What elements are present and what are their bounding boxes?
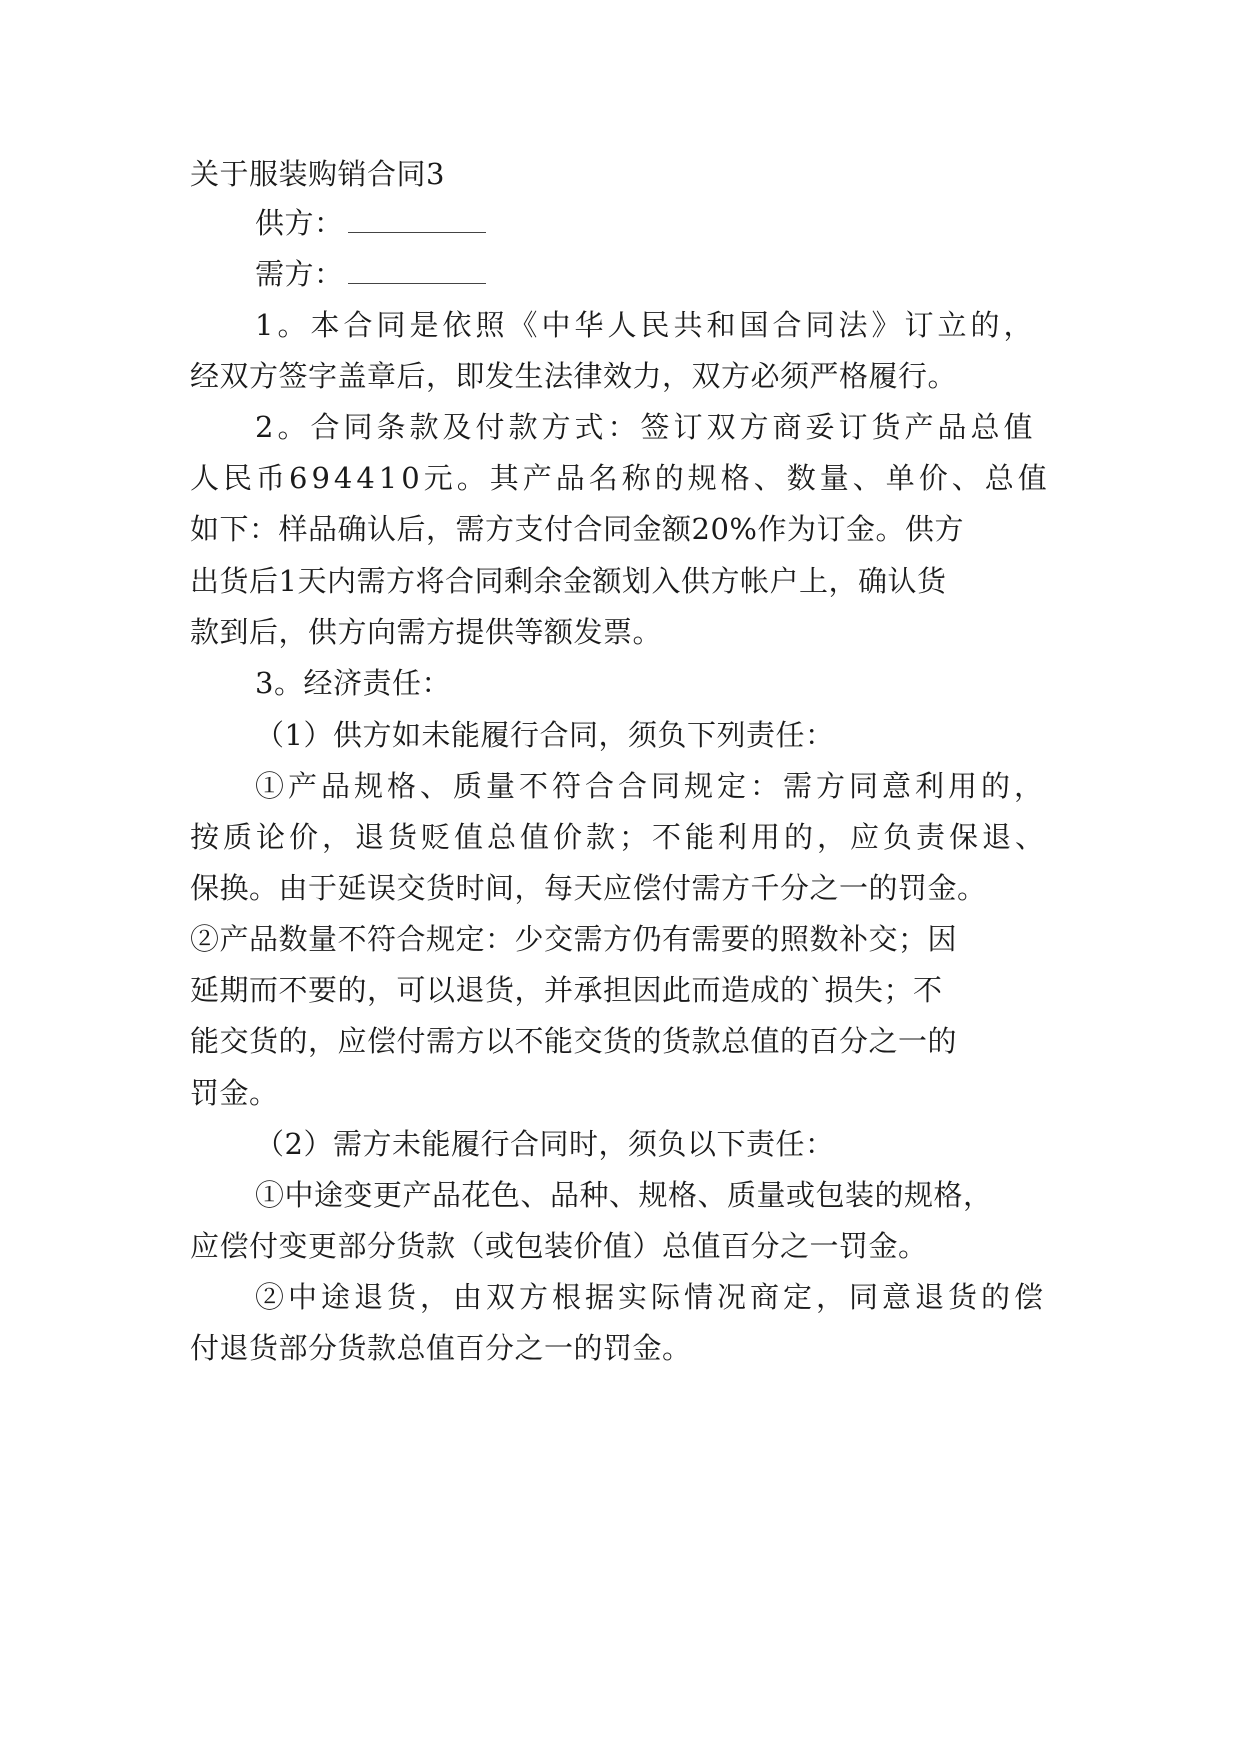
paragraph-line: 3。经济责任： (255, 666, 451, 700)
paragraph-line: 付退货部分货款总值百分之一的罚金。 (190, 1331, 692, 1365)
paragraph-line: 保换。由于延误交货时间，每天应偿付需方千分之一的罚金。 (190, 871, 987, 905)
paragraph-line: 2。合同条款及付款方式：签订双方商妥订货产品总值 (255, 410, 1037, 444)
document-title: 关于服装购销合同3 (190, 157, 445, 191)
paragraph-line: ①中途变更产品花色、品种、规格、质量或包装的规格， (255, 1178, 993, 1212)
paragraph-line: ①产品规格、质量不符合合同规定：需方同意利用的， (255, 769, 1048, 803)
paragraph-line: 1。本合同是依照《中华人民共和国合同法》订立的， (255, 308, 1037, 342)
paragraph-line: 罚金。 (190, 1076, 279, 1110)
buyer-label: 需方： (255, 257, 344, 291)
paragraph-line: 人民币694410元。其产品名称的规格、数量、单价、总值 (190, 461, 1051, 495)
paragraph-line: 经双方签字盖章后，即发生法律效力，双方必须严格履行。 (190, 359, 958, 393)
paragraph-line: （1）供方如未能履行合同，须负下列责任： (255, 718, 835, 752)
supplier-field (255, 203, 486, 243)
paragraph-line: 应偿付变更部分货款（或包装价值）总值百分之一罚金。 (190, 1229, 928, 1263)
buyer-field (255, 254, 486, 294)
paragraph-line: 延期而不要的，可以退货，并承担因此而造成的`损失；不 (190, 973, 943, 1007)
paragraph-line: 如下：样品确认后，需方支付合同金额20%作为订金。供方 (190, 512, 964, 546)
supplier-label: 供方： (255, 206, 344, 240)
paragraph-line: 出货后1天内需方将合同剩余金额划入供方帐户上，确认货 (190, 564, 947, 598)
supplier-blank (348, 210, 486, 233)
buyer-blank (348, 261, 486, 284)
paragraph-line: 按质论价，退货贬值总值价款；不能利用的，应负责保退、 (190, 820, 1049, 854)
paragraph-line: 能交货的，应偿付需方以不能交货的货款总值的百分之一的 (190, 1024, 958, 1058)
paragraph-line: 款到后，供方向需方提供等额发票。 (190, 615, 663, 649)
paragraph-line: ②产品数量不符合规定：少交需方仍有需要的照数补交；因 (190, 922, 958, 956)
paragraph-line: ②中途退货，由双方根据实际情况商定，同意退货的偿 (255, 1280, 1048, 1314)
paragraph-line: （2）需方未能履行合同时，须负以下责任： (255, 1127, 835, 1161)
